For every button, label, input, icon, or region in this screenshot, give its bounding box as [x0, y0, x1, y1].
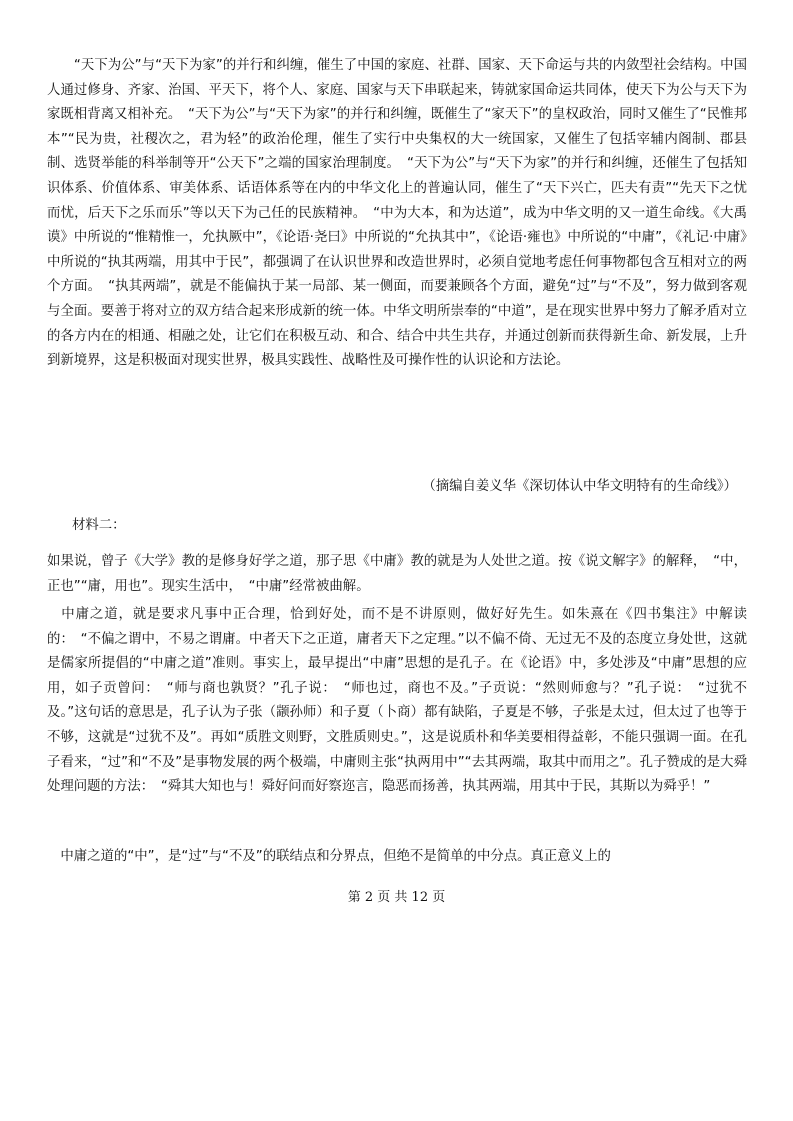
paragraph-4: 中庸之道的“中”，是“过”与“不及”的联结点和分界点，但绝不是简单的中分点。真正意义上的: [47, 849, 611, 864]
paragraph-2: 如果说，曾子《大学》教的是修身好学之道，那子思《中庸》教的就是为人处世之道。按《说文解字》的解释， “中，正也”“庸，用也”。现实生活中， “中庸”经常被曲解。: [47, 554, 747, 594]
source-citation: （摘编自姜义华《深切体认中华文明特有的生命线》）: [422, 479, 737, 494]
page-footer: 第 2 页 共 12 页: [347, 890, 446, 905]
paragraph-1: “天下为公”与“天下为家”的并行和纠缠，催生了中国的家庭、社群、国家、天下命运与共的内敛型社会结构。中国人通过修身、齐家、治国、平天下，将个人、家庭、国家与天下串联起来，铸就家国命运共同体，使天下为公与天下为家既相背离又相补充。 “天下为公”与“天下为家”的并行和纠缠，既催生了“家天下”的皇权政治，同时又催生了“民惟邦本”“民为贵，社稷次之，君为轻”的政治伦理，催生了实行中央集权的大一统国家，又催生了包括宰辅内阁制、郡县制、选贤举能的科举制等开“公天下”之端的国家治理制度。 “天下为公”与“天下为家”的并行和纠缠，还催生了包括知识体系、价值体系、审美体系、话语体系等在内的中华文化上的普遍认同，催生了“天下兴亡，匹夫有责”“先天下之忧而忧，后天下之乐而乐”等以天下为己任的民族精神。 “中为大本，和为达道”，成为中华文明的又一道生命线。《大禹谟》中所说的“惟精惟一，允执厥中”，《论语·尧曰》中所说的“允执其中”，《论语·雍也》中所说的“中庸”，《礼记·中庸》中所说的“执其两端，用其中于民”，都强调了在认识世界和改造世界时，必须自觉地考虑任何事物都包含互相对立的两个方面。 “执其两端”，就是不能偏执于某一局部、某一侧面，而要兼顾各个方面，避免“过”与“不及”，努力做到客观与全面。要善于将对立的双方结合起来形成新的统一体。中华文明所崇奉的“中道”，是在现实世界中努力了解矛盾对立的各方内在的相通、相融之处，让它们在积极互动、和合、结合中共生共存，并通过创新而获得新生命、新发展，上升到新境界，这是积极面对现实世界，极具实践性、战略性及可操作性的认识论和方法论。: [47, 58, 747, 369]
paragraph-3: 中庸之道，就是要求凡事中正合理，恰到好处，而不是不讲原则，做好好先生。如朱熹在《四书集注》中解读的： “不偏之谓中，不易之谓庸。中者天下之正道，庸者天下之定理。”以不偏不倚、无过无不及的态度立身处世，这就是儒家所提倡的“中庸之道”准则。事实上，最早提出“中庸”思想的是孔子。在《论语》中，多处涉及“中庸”思想的应用，如子贡曾问： “师与商也孰贤？”孔子说： “师也过，商也不及。”子贡说：“然则师愈与？”孔子说： “过犹不及。”这句话的意思是，孔子认为子张（颛孙师）和子夏（卜商）都有缺陷，子夏是不够，子张是太过，但太过了也等于不够，这就是“过犹不及”。再如“质胜文则野，文胜质则史。”，这是说质朴和华美要相得益彰，不能只强调一面。在孔子看来，“过”和“不及”是事物发展的两个极端，中庸则主张“执两用中”“去其两端，取其中而用之”。孔子赞成的是大舜处理问题的方法： “舜其大知也与！舜好问而好察迩言，隐恶而扬善，执其两端，用其中于民，其斯以为舜乎！”: [47, 607, 747, 795]
material-heading: 材料二：: [72, 518, 126, 533]
